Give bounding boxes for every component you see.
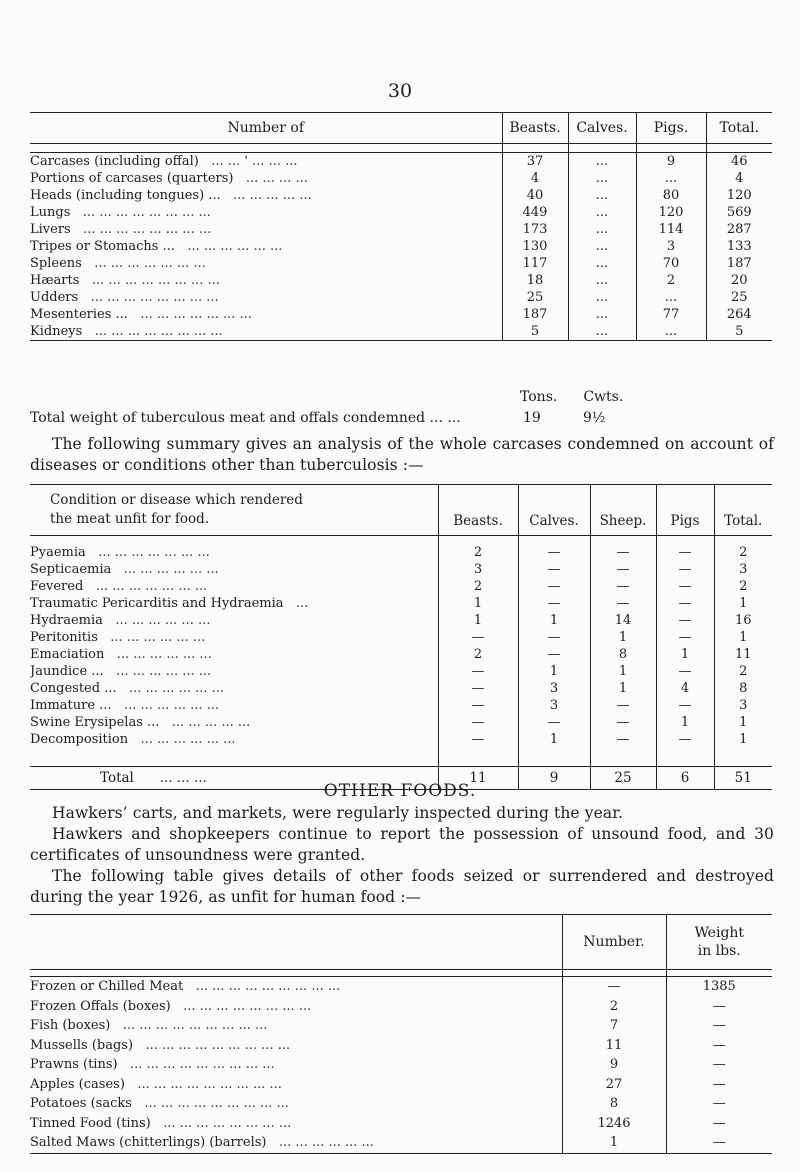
row-label: Frozen Offals (boxes) ... ... ... ... ... ... ... ... <box>30 998 312 1014</box>
table-row <box>30 306 772 323</box>
cell-calves: ... <box>568 187 636 204</box>
cell-beasts: — <box>438 697 518 714</box>
tuberculous-total-tons: 19 <box>523 410 541 426</box>
cell-beasts: — <box>438 629 518 646</box>
cell-total: 2 <box>714 578 772 595</box>
cell-sheep: — <box>590 561 656 578</box>
cell-pigs: — <box>656 544 714 561</box>
cell-beasts: — <box>438 714 518 731</box>
cell-pigs: — <box>656 578 714 595</box>
cell-sheep: 1 <box>590 680 656 697</box>
cell-sheep: — <box>590 595 656 612</box>
cell-beasts: 1 <box>438 612 518 629</box>
cell-total: 16 <box>714 612 772 629</box>
table-row <box>30 1094 772 1114</box>
cell-pigs: — <box>656 731 714 748</box>
cell-sheep: 1 <box>590 629 656 646</box>
row-label: Udders ... ... ... ... ... ... ... ... <box>30 290 219 305</box>
row-label: Hæarts ... ... ... ... ... ... ... ... <box>30 273 220 288</box>
cell-number: 1246 <box>562 1114 666 1134</box>
table-row <box>30 153 772 171</box>
cell-total: 1 <box>714 714 772 731</box>
cell-calves: 1 <box>518 663 590 680</box>
cell-calves: 1 <box>518 612 590 629</box>
cell-sheep: 14 <box>590 612 656 629</box>
table-row <box>30 272 772 289</box>
header-beasts: Beasts. <box>502 113 568 144</box>
disease-condemned-table <box>30 484 772 790</box>
table-row <box>30 204 772 221</box>
other-foods-para-3: The following table gives details of other foods seized or surrendered and destroyed during the year 1926, as unfit for human food :— <box>30 867 774 906</box>
cell-calves: ... <box>568 255 636 272</box>
table-row <box>30 663 772 680</box>
row-label: Salted Maws (chitterlings) (barrels) ... ... ... ... ... ... <box>30 1133 562 1153</box>
cell-sheep: — <box>590 731 656 748</box>
cell-sheep: — <box>590 714 656 731</box>
total-sheep: 25 <box>590 767 656 790</box>
cell-pigs: 1 <box>656 714 714 731</box>
cell-calves: — <box>518 646 590 663</box>
cell-calves: ... <box>568 221 636 238</box>
cell-pigs: 70 <box>636 255 706 272</box>
row-label: Kidneys ... ... ... ... ... ... ... ... <box>30 323 502 341</box>
cell-beasts: — <box>438 731 518 748</box>
intro-paragraph: The following summary gives an analysis of the whole carcases condemned on account of diseases or conditions other than tuberculosis :— <box>30 435 774 474</box>
header-pigs: Pigs <box>656 485 714 536</box>
row-label: Decomposition ... ... ... ... ... ... <box>30 732 236 747</box>
row-label: Swine Erysipelas ... ... ... ... ... ... <box>30 715 251 730</box>
row-label: Fish (boxes) ... ... ... ... ... ... ... ... ... <box>30 1018 268 1033</box>
row-label: Mesenteries ... ... ... ... ... ... ... ... <box>30 307 252 322</box>
cell-sheep: — <box>590 578 656 595</box>
header-beasts: Beasts. <box>438 485 518 536</box>
other-foods-table <box>30 914 772 1154</box>
page-number: 30 <box>387 80 413 102</box>
table-row <box>30 1075 772 1095</box>
cell-number: 1 <box>562 1133 666 1153</box>
cell-pigs: 2 <box>636 272 706 289</box>
cell-total: 3 <box>714 561 772 578</box>
cell-total: 4 <box>706 170 772 187</box>
cell-weight: — <box>666 1075 772 1095</box>
table-row <box>30 1016 772 1036</box>
tuberculous-total-text: Total weight of tuberculous meat and offals condemned ... ... <box>30 410 461 426</box>
row-label: Tinned Food (tins) ... ... ... ... ... ... ... ... <box>30 1115 292 1131</box>
table-row <box>30 612 772 629</box>
cell-pigs: — <box>656 612 714 629</box>
table-row <box>30 255 772 272</box>
header-condition: Condition or disease which rendered the meat unfit for food. <box>30 485 438 536</box>
row-label: Septicaemia ... ... ... ... ... ... <box>30 562 219 577</box>
other-foods-para-1: Hawkers’ carts, and markets, were regularly inspected during the year. <box>52 804 624 822</box>
cell-number: — <box>562 977 666 997</box>
cell-calves: — <box>518 714 590 731</box>
cell-pigs: 3 <box>636 238 706 255</box>
cell-calves: ... <box>568 289 636 306</box>
total-total: 51 <box>714 767 772 790</box>
cell-calves: ... <box>568 153 636 171</box>
table-row <box>30 629 772 646</box>
row-label: Immature ... ... ... ... ... ... ... <box>30 698 220 713</box>
row-label: Spleens ... ... ... ... ... ... ... <box>30 256 206 271</box>
offals-condemned-table <box>30 112 772 341</box>
cell-calves: 3 <box>518 680 590 697</box>
cell-calves: — <box>518 578 590 595</box>
header-number-of: Number of <box>30 113 502 144</box>
cell-sheep: — <box>590 544 656 561</box>
cwts-label: Cwts. <box>583 389 624 405</box>
cell-total: 1 <box>714 595 772 612</box>
cell-calves: — <box>518 629 590 646</box>
cell-total: 1 <box>714 629 772 646</box>
cell-total: 133 <box>706 238 772 255</box>
table-row <box>30 544 772 561</box>
cell-beasts: — <box>438 680 518 697</box>
cell-weight: — <box>666 1133 772 1153</box>
table-row <box>30 561 772 578</box>
row-label: Mussells (bags) ... ... ... ... ... ... ... ... ... <box>30 1037 291 1053</box>
row-label: Prawns (tins) ... ... ... ... ... ... ... ... ... <box>30 1057 275 1072</box>
cell-pigs: 120 <box>636 204 706 221</box>
cell-calves: — <box>518 544 590 561</box>
table-row <box>30 1055 772 1075</box>
table-header-row <box>30 915 772 970</box>
cell-beasts: 173 <box>502 221 568 238</box>
cell-number: 27 <box>562 1075 666 1095</box>
total-calves: 9 <box>518 767 590 790</box>
header-sheep: Sheep. <box>590 485 656 536</box>
tons-label: Tons. <box>520 389 558 405</box>
cell-calves: ... <box>568 306 636 323</box>
cell-number: 7 <box>562 1016 666 1036</box>
cell-beasts: 40 <box>502 187 568 204</box>
cell-weight: — <box>666 1016 772 1036</box>
cell-total: 264 <box>706 306 772 323</box>
row-label: Jaundice ... ... ... ... ... ... ... <box>30 664 212 679</box>
table-row <box>30 997 772 1017</box>
cell-calves: ... <box>568 323 636 341</box>
table-row <box>30 1114 772 1134</box>
total-pigs: 6 <box>656 767 714 790</box>
cell-number: 8 <box>562 1094 666 1114</box>
cell-weight: — <box>666 1114 772 1134</box>
cell-weight: — <box>666 1094 772 1114</box>
tuberculous-total-line <box>30 410 772 426</box>
row-label: Hydraemia ... ... ... ... ... ... <box>30 613 211 628</box>
cell-number: 2 <box>562 997 666 1017</box>
cell-total: 11 <box>714 646 772 663</box>
total-beasts: 11 <box>438 767 518 790</box>
cell-pigs: 77 <box>636 306 706 323</box>
cell-pigs: ... <box>636 323 706 341</box>
row-label: Congested ... ... ... ... ... ... ... <box>30 681 225 696</box>
cell-pigs: 80 <box>636 187 706 204</box>
other-foods-para-2: Hawkers and shopkeepers continue to report the possession of unsound food, and 30 certificates of unsoundness were granted. <box>30 825 774 864</box>
tuberculous-total-cwts: 9½ <box>583 410 606 426</box>
cell-pigs: ... <box>636 170 706 187</box>
tons-cwts-header <box>520 389 649 405</box>
row-label: Heads (including tongues) ... ... ... ... ... ... <box>30 188 312 203</box>
cell-sheep: — <box>590 697 656 714</box>
header-weight: Weight in lbs. <box>666 915 772 970</box>
cell-number: 11 <box>562 1036 666 1056</box>
table-row <box>30 646 772 663</box>
header-pigs: Pigs. <box>636 113 706 144</box>
row-label: Apples (cases) ... ... ... ... ... ... ... ... ... <box>30 1076 282 1092</box>
cell-pigs: 9 <box>636 153 706 171</box>
cell-total: 2 <box>714 544 772 561</box>
table-row <box>30 289 772 306</box>
header-number: Number. <box>562 915 666 970</box>
cell-weight: — <box>666 1036 772 1056</box>
cell-total: 3 <box>714 697 772 714</box>
cell-calves: — <box>518 595 590 612</box>
cell-total: 187 <box>706 255 772 272</box>
cell-pigs: — <box>656 663 714 680</box>
table-row <box>30 1036 772 1056</box>
header-total: Total. <box>714 485 772 536</box>
cell-calves: ... <box>568 272 636 289</box>
cell-pigs: — <box>656 561 714 578</box>
table-row <box>30 187 772 204</box>
cell-weight: — <box>666 1055 772 1075</box>
table-row <box>30 1133 772 1153</box>
header-item <box>30 915 562 970</box>
cell-beasts: 25 <box>502 289 568 306</box>
cell-total: 25 <box>706 289 772 306</box>
cell-pigs: — <box>656 595 714 612</box>
row-label: Traumatic Pericarditis and Hydraemia ... <box>30 596 309 611</box>
table-header-row <box>30 113 772 144</box>
total-label: Total ... ... ... <box>30 767 438 790</box>
cell-beasts: 18 <box>502 272 568 289</box>
table-row <box>30 221 772 238</box>
cell-beasts: 187 <box>502 306 568 323</box>
row-label: Pyaemia ... ... ... ... ... ... ... <box>30 545 210 560</box>
row-label: Portions of carcases (quarters) ... ... ... ... <box>30 171 308 186</box>
cell-calves: 1 <box>518 731 590 748</box>
cell-total: 8 <box>714 680 772 697</box>
cell-weight: — <box>666 997 772 1017</box>
table-row <box>30 578 772 595</box>
cell-total: 569 <box>706 204 772 221</box>
cell-sheep: 1 <box>590 663 656 680</box>
cell-total: 1 <box>714 731 772 748</box>
cell-weight: 1385 <box>666 977 772 997</box>
cell-beasts: 1 <box>438 595 518 612</box>
row-label: Tripes or Stomachs ... ... ... ... ... ... ... <box>30 239 283 254</box>
cell-calves: ... <box>568 238 636 255</box>
table-row <box>30 731 772 748</box>
cell-pigs: 114 <box>636 221 706 238</box>
row-label: Frozen or Chilled Meat ... ... ... ... ... ... ... ... ... <box>30 979 341 994</box>
table-row <box>30 714 772 731</box>
row-label: Emaciation ... ... ... ... ... ... <box>30 647 212 662</box>
table-row <box>30 977 772 997</box>
cell-total: 120 <box>706 187 772 204</box>
cell-beasts: 2 <box>438 544 518 561</box>
cell-beasts: 3 <box>438 561 518 578</box>
other-foods-heading: OTHER FOODS. <box>323 781 477 801</box>
header-total: Total. <box>706 113 772 144</box>
cell-calves: — <box>518 561 590 578</box>
cell-calves: 3 <box>518 697 590 714</box>
cell-beasts: 2 <box>438 578 518 595</box>
cell-pigs: 4 <box>656 680 714 697</box>
header-calves: Calves. <box>568 113 636 144</box>
cell-total: 5 <box>706 323 772 341</box>
cell-beasts: 5 <box>502 323 568 341</box>
cell-calves: ... <box>568 170 636 187</box>
cell-sheep: 8 <box>590 646 656 663</box>
cell-pigs: 1 <box>656 646 714 663</box>
cell-beasts: 2 <box>438 646 518 663</box>
cell-calves: ... <box>568 204 636 221</box>
cell-beasts: 37 <box>502 153 568 171</box>
cell-beasts: 130 <box>502 238 568 255</box>
table-row <box>30 323 772 341</box>
cell-beasts: — <box>438 663 518 680</box>
header-calves: Calves. <box>518 485 590 536</box>
row-label: Potatoes (sacks ... ... ... ... ... ... ... ... ... <box>30 1096 289 1111</box>
cell-total: 20 <box>706 272 772 289</box>
cell-total: 46 <box>706 153 772 171</box>
row-label: Livers ... ... ... ... ... ... ... ... <box>30 222 212 237</box>
row-label: Lungs ... ... ... ... ... ... ... ... <box>30 205 211 220</box>
cell-pigs: ... <box>636 289 706 306</box>
cell-beasts: 449 <box>502 204 568 221</box>
cell-beasts: 4 <box>502 170 568 187</box>
cell-beasts: 117 <box>502 255 568 272</box>
table-row <box>30 170 772 187</box>
cell-number: 9 <box>562 1055 666 1075</box>
table-header-row <box>30 485 772 536</box>
table-row <box>30 595 772 612</box>
cell-total: 287 <box>706 221 772 238</box>
row-label: Peritonitis ... ... ... ... ... ... <box>30 630 206 645</box>
table-row <box>30 238 772 255</box>
row-label: Carcases (including offal) ... ... ' ... ... ... <box>30 154 298 169</box>
table-row <box>30 697 772 714</box>
row-label: Fevered ... ... ... ... ... ... ... <box>30 579 208 594</box>
cell-pigs: — <box>656 697 714 714</box>
cell-pigs: — <box>656 629 714 646</box>
table-row <box>30 680 772 697</box>
cell-total: 2 <box>714 663 772 680</box>
